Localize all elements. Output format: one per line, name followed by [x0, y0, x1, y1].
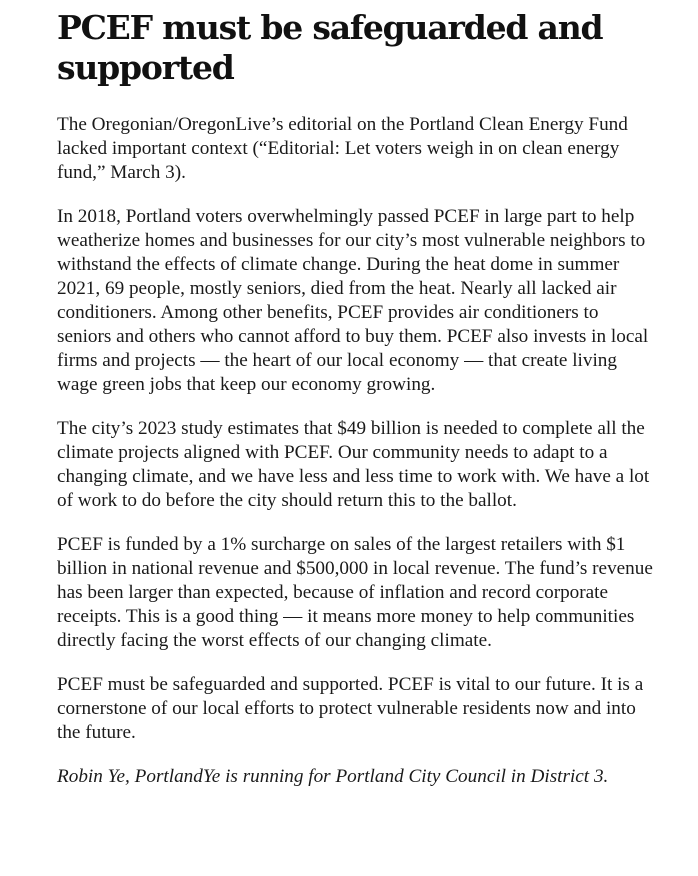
- article-paragraph: The Oregonian/OregonLive’s editorial on the Portland Clean Energy Fund lacked important context (“Editorial: Let voters weigh in on clean energy fund,” March 3).: [57, 114, 628, 183]
- article-paragraph: In 2018, Portland voters overwhelmingly passed PCEF in large part to help weatherize homes and businesses for our city’s most vulnerable neighbors to withstand the effects of climate change. During the heat dome in summer 2021, 69 people, mostly seniors, died from the heat. Nearly all lacked air conditioners. Among other benefits, PCEF provides air conditioners to seniors and others who cannot afford to buy them. PCEF also invests in local firms and projects — the heart of our local economy — that create living wage green jobs that keep our economy growing.: [57, 206, 649, 395]
- article-paragraph: PCEF must be safeguarded and supported. PCEF is vital to our future. It is a cornerstone of our local efforts to protect vulnerable residents now and into the future.: [57, 674, 644, 743]
- letter-article: [57, 8, 657, 789]
- article-paragraph: PCEF is funded by a 1% surcharge on sales of the largest retailers with $1 billion in national revenue and $500,000 in local revenue. The fund’s revenue has been larger than expected, because of inflation and record corporate receipts. This is a good thing — it means more money to help communities directly facing the worst effects of our changing climate.: [57, 534, 653, 651]
- article-headline: PCEF must be safeguarded and supported: [57, 8, 603, 87]
- article-paragraph: The city’s 2023 study estimates that $49 billion is needed to complete all the climate projects aligned with PCEF. Our community needs to adapt to a changing climate, and we have less and less time to work with. We have a lot of work to do before the city should return this to the ballot.: [57, 418, 650, 511]
- author-byline: Robin Ye, PortlandYe is running for Portland City Council in District 3.: [57, 766, 609, 787]
